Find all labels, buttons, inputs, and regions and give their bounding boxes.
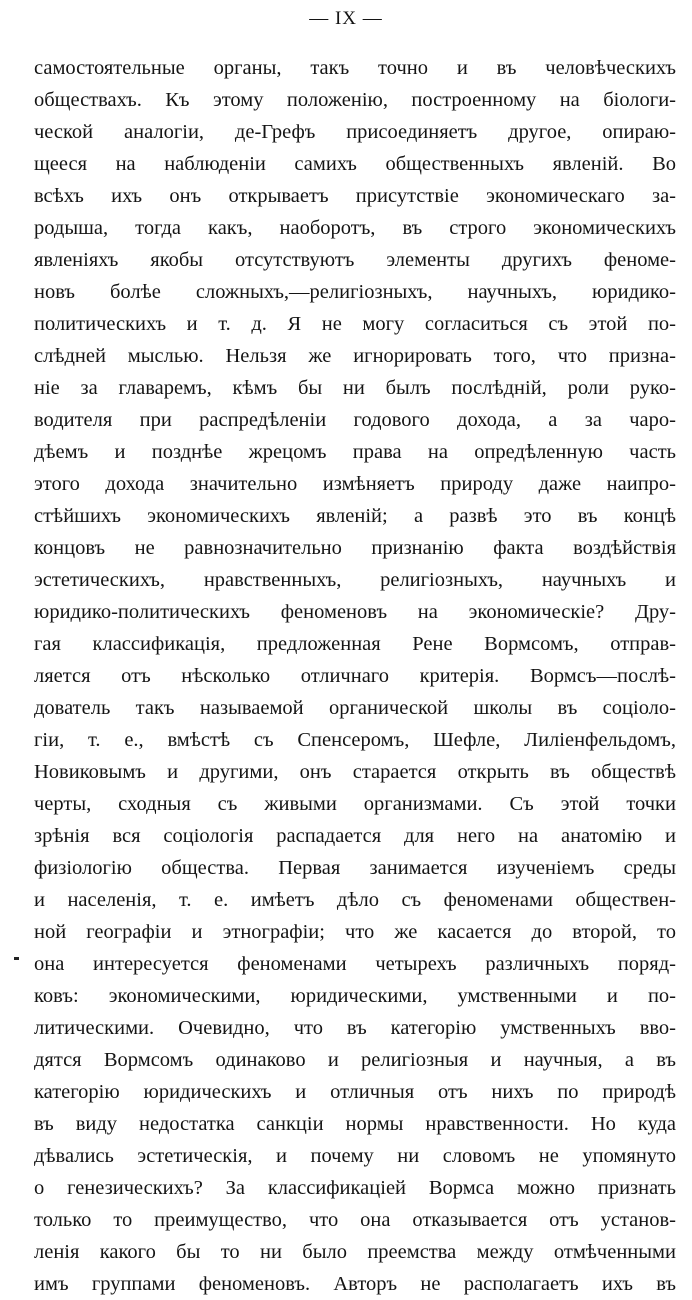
text-line: литическими. Очевидно, что въ категорію умственныхъ вво- — [34, 1017, 676, 1039]
text-line: ленія какого бы то ни было преемства между отмѣченными — [34, 1241, 676, 1263]
text-line: физіологію общества. Первая занимается изученіемъ среды — [34, 857, 676, 879]
text-line: обществахъ. Къ этому положенію, построенному на біологи- — [34, 89, 676, 111]
text-line: явленіяхъ якобы отсутствуютъ элементы другихъ феноме- — [34, 249, 676, 271]
text-line: слѣдней мыслью. Нельзя же игнорировать того, что призна- — [34, 345, 676, 367]
text-line: концовъ не равнозначительно признанію факта воздѣйствія — [34, 537, 676, 559]
text-line: дятся Вормсомъ одинаково и религіозныя и научныя, а въ — [34, 1049, 676, 1071]
text-line: эстетическихъ, нравственныхъ, религіозныхъ, научныхъ и — [34, 569, 676, 591]
body-text — [34, 52, 676, 1300]
text-line: ческой аналогіи, де-Грефъ присоединяетъ другое, опираю- — [34, 121, 676, 143]
text-line: новъ болѣе сложныхъ,—религіозныхъ, научныхъ, юридико- — [34, 281, 676, 303]
text-line: щееся на наблюденіи самихъ общественныхъ явленій. Во — [34, 153, 676, 175]
text-line: стѣйшихъ экономическихъ явленій; а развѣ это въ концѣ — [34, 505, 676, 527]
text-line: и населенія, т. е. имѣетъ дѣло съ феноменами обществен- — [34, 889, 676, 911]
text-line: политическихъ и т. д. Я не могу согласиться съ этой по- — [34, 313, 676, 335]
text-line: родыша, тогда какъ, наоборотъ, въ строго экономическихъ — [34, 217, 676, 239]
text-line: она интересуется феноменами четырехъ различныхъ поряд- — [34, 953, 676, 975]
text-line: дѣемъ и позднѣе жрецомъ права на опредѣленную часть — [34, 441, 676, 463]
text-line: самостоятельные органы, такъ точно и въ человѣческихъ — [34, 57, 676, 79]
text-line: водителя при распредѣленіи годового дохода, а за чаро- — [34, 409, 676, 431]
text-line: зрѣнія вся соціологія распадается для него на анатомію и — [34, 825, 676, 847]
text-line: дователь такъ называемой органической школы въ соціоло- — [34, 697, 676, 719]
text-line: этого дохода значительно измѣняетъ природу даже наипро- — [34, 473, 676, 495]
text-line: только то преимущество, что она отказывается отъ установ- — [34, 1209, 676, 1231]
text-line: о генезическихъ? За классификаціей Вормса можно признать — [34, 1177, 676, 1199]
text-line: имъ группами феноменовъ. Авторъ не располагаетъ ихъ въ — [34, 1273, 676, 1295]
text-line: Новиковымъ и другими, онъ старается открыть въ обществѣ — [34, 761, 676, 783]
text-line: ляется отъ нѣсколько отличнаго критерія. Вормсъ—послѣ- — [34, 665, 676, 687]
text-line: категорію юридическихъ и отличныя отъ нихъ по природѣ — [34, 1081, 676, 1103]
text-line: ной географіи и этнографіи; что же касается до второй, то — [34, 921, 676, 943]
text-line: ковъ: экономическими, юридическими, умственными и по- — [34, 985, 676, 1007]
text-line: юридико-политическихъ феноменовъ на экономическіе? Дру- — [34, 601, 676, 623]
page-number: — IX — — [309, 8, 383, 29]
text-line: ніе за главаремъ, кѣмъ бы ни былъ послѣдній, роли руко- — [34, 377, 676, 399]
text-line: черты, сходныя съ живыми организмами. Съ этой точки — [34, 793, 676, 815]
text-line: въ виду недостатка санкціи нормы нравственности. Но куда — [34, 1113, 676, 1135]
text-line: дѣвались эстетическія, и почему ни словомъ не упомянуто — [34, 1145, 676, 1167]
text-line: всѣхъ ихъ онъ открываетъ присутствіе экономическаго за- — [34, 185, 676, 207]
text-line: гая классификація, предложенная Рене Вормсомъ, отправ- — [34, 633, 676, 655]
text-line: гіи, т. е., вмѣстѣ съ Спенсеромъ, Шефле, Лиліенфельдомъ, — [34, 729, 676, 751]
margin-mark — [14, 957, 19, 960]
